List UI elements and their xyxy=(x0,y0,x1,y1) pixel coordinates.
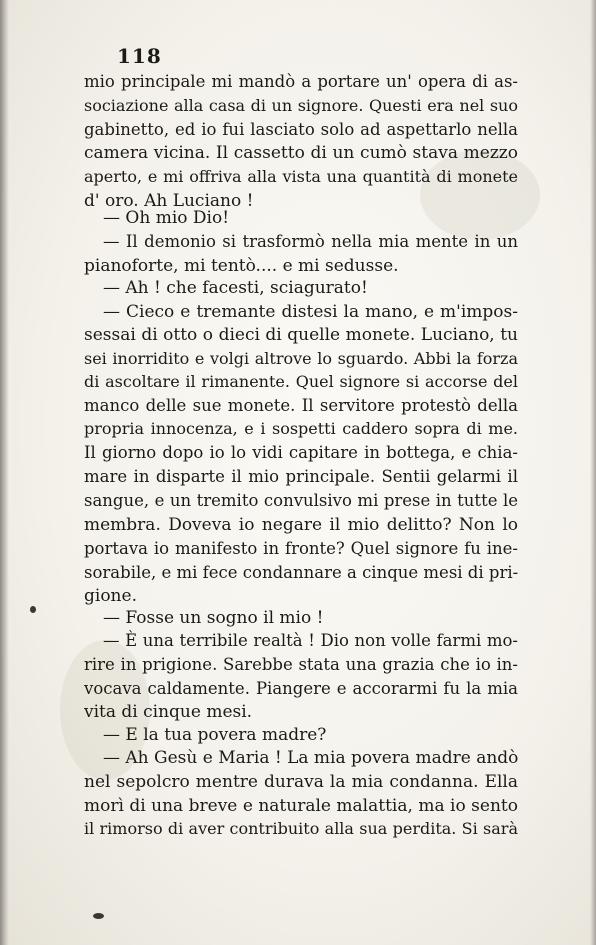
text-line: d' oro. Ah Luciano ! xyxy=(84,191,254,211)
text-line: il rimorso di aver contribuito alla sua perdita. Si sarà xyxy=(84,819,518,838)
text-line: — Oh mio Dio! xyxy=(103,208,230,228)
text-line: gabinetto, ed io fui lasciato solo ad aspettarlo nella xyxy=(84,120,518,139)
text-line: portava io manifesto in fronte? Quel signore fu ine- xyxy=(84,539,518,558)
text-line: — Ah Gesù e Maria ! La mia povera madre andò xyxy=(103,748,518,768)
text-line: — Cieco e tremante distesi la mano, e m'impos- xyxy=(103,302,518,322)
text-line: rire in prigione. Sarebbe stata una grazia che io in- xyxy=(84,655,518,674)
ink-speck xyxy=(30,606,36,613)
text-line: morì di una breve e naturale malattia, ma io sento xyxy=(84,796,518,816)
text-line: sociazione alla casa di un signore. Questi era nel suo xyxy=(84,96,518,115)
text-line: pianoforte, mi tentò.... e mi sedusse. xyxy=(84,256,399,276)
text-line: — Il demonio si trasformò nella mia mente in un xyxy=(103,232,518,251)
text-line: camera vicina. Il cassetto di un cumò stava mezzo xyxy=(84,143,518,163)
text-line: aperto, e mi offriva alla vista una quantità di monete xyxy=(84,167,518,186)
text-line: vita di cinque mesi. xyxy=(84,702,253,722)
text-line: sangue, e un tremito convulsivo mi prese in tutte le xyxy=(84,491,518,510)
text-line: — E la tua povera madre? xyxy=(103,725,327,745)
text-line: vocava caldamente. Piangere e accorarmi fu la mia xyxy=(84,679,518,698)
text-line: — Fosse un sogno il mio ! xyxy=(103,608,324,628)
text-line: di ascoltare il rimanente. Quel signore si accorse del xyxy=(84,372,518,391)
text-line: gione. xyxy=(84,586,137,606)
text-line: manco delle sue monete. Il servitore protestò della xyxy=(84,396,518,415)
text-line: Il giorno dopo io lo vidi capitare in bottega, e chia- xyxy=(84,443,518,462)
text-line: nel sepolcro mentre durava la mia condanna. Ella xyxy=(84,772,518,792)
ink-speck xyxy=(93,913,104,919)
text-line: sessai di otto o dieci di quelle monete. Luciano, tu xyxy=(84,325,518,345)
text-line: — È una terribile realtà ! Dio non volle farmi mo- xyxy=(103,631,518,650)
text-line: mare in disparte il mio principale. Sentii gelarmi il xyxy=(84,467,518,486)
text-line: — Ah ! che facesti, sciagurato! xyxy=(103,278,368,298)
text-line: sorabile, e mi fece condannare a cinque mesi di pri- xyxy=(84,563,518,582)
text-line: propria innocenza, e i sospetti caddero sopra di me. xyxy=(84,419,518,438)
text-line: mio principale mi mandò a portare un' opera di as- xyxy=(84,72,518,91)
page-number: 118 xyxy=(117,44,162,68)
text-line: membra. Doveva io negare il mio delitto? Non lo xyxy=(84,515,518,535)
text-line: sei inorridito e volgi altrove lo sguardo. Abbi la forza xyxy=(84,349,518,368)
